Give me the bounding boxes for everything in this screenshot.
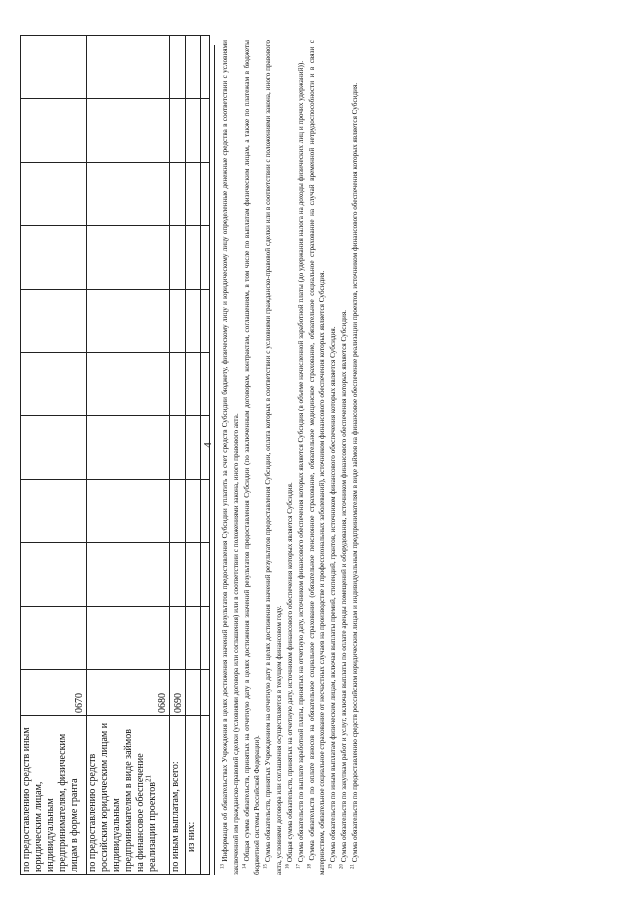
footnote-text: Сумма обязательств по закупкам работ и услуг, включая выплаты по оплате аренды помещений и оборудования, источником финансового обеспечения которых является Субсидия. xyxy=(340,310,348,863)
footnote-ref: 21 xyxy=(144,775,153,783)
table-cell xyxy=(21,606,87,669)
table-cell xyxy=(186,416,201,479)
table-cell xyxy=(169,416,185,479)
footnote-number: 19 xyxy=(328,864,334,869)
table-cell xyxy=(169,36,185,99)
table-cell xyxy=(186,606,201,669)
footnote xyxy=(285,40,296,875)
table-cell xyxy=(87,162,170,225)
table-cell xyxy=(87,479,170,542)
footnote xyxy=(307,40,328,875)
table-row xyxy=(186,36,201,875)
table-cell xyxy=(186,289,201,352)
table-cell xyxy=(201,479,210,542)
footnote-text: Сумма обязательств по выплате заработной платы, принятых на отчетную дату, источником финансового обеспечения которых является Субсидия (в объеме начисленной заработной платы (до удержания налога на доходы физических лиц и прочих удержаний)). xyxy=(296,60,305,863)
table-cell xyxy=(201,162,210,225)
table-cell xyxy=(21,99,87,162)
table-cell xyxy=(21,416,87,479)
table-cell xyxy=(169,99,185,162)
table-cell xyxy=(201,36,210,99)
table-cell xyxy=(87,289,170,352)
table-cell xyxy=(169,162,185,225)
table-cell xyxy=(169,543,185,606)
table-cell xyxy=(201,353,210,416)
footnote-number: 21 xyxy=(350,864,356,869)
table-cell xyxy=(186,479,201,542)
table-cell xyxy=(21,226,87,289)
table-cell xyxy=(21,289,87,352)
footnote xyxy=(220,40,241,875)
table-cell xyxy=(21,479,87,542)
table-cell xyxy=(87,36,170,99)
footnote xyxy=(296,40,307,875)
table-cell xyxy=(21,162,87,225)
footnote-number: 16 xyxy=(285,864,291,869)
report-table xyxy=(20,35,210,875)
table-cell xyxy=(186,162,201,225)
row-code: 0670 xyxy=(21,670,87,716)
table-cell xyxy=(87,353,170,416)
row-label: из них: xyxy=(186,716,201,875)
table-cell xyxy=(186,36,201,99)
table-cell xyxy=(169,226,185,289)
footnote-text: Сумма обязательств, принятых Учреждением на отчетную дату в целях достижения значений результатов предоставления Субсидии, оплата которых в соответствии с условиями гражданско-правовой сделки или в соответствии с положениями закона, иного правового акта, условиями договора или соглашения осуществляется в текущем финансовом году. xyxy=(264,40,283,875)
table-cell xyxy=(87,226,170,289)
footnote-number: 13 xyxy=(220,864,226,869)
row-code xyxy=(186,670,201,716)
row-code: 0690 xyxy=(169,670,185,716)
table-cell xyxy=(201,289,210,352)
table-cell xyxy=(169,606,185,669)
footnote-text: Сумма обязательств по оплате взносов на обязательное социальное страхование (обязательное пенсионное страхование, обязательное медицинское страхование, обязательное социальное страхование на случай временной нетрудоспособности и в связи с материнством, обязательное социальное страхование от несчастных случаев на производстве и профессиональных заболеваний), источником финансового обеспечения которых является Субсидия. xyxy=(307,40,326,875)
footnote-number: 20 xyxy=(339,864,345,869)
footnote-text: Общая сумма обязательств, принятых на отчетную дату, источником финансового обеспечения которых является Субсидия. xyxy=(285,482,294,863)
footnote-number: 14 xyxy=(242,864,248,869)
table-cell xyxy=(186,353,201,416)
footnotes xyxy=(220,40,361,875)
table-cell xyxy=(169,353,185,416)
footnote-text: Информация об обязательствах Учреждения в целях достижения значений результатов предоставления Субсидии уплатить за счет средств Субсидии бюджету, физическому лицу и юридическому лицу определенные денежные средства в соответствии с условиями заключенной им гражданско-правовой сделки (условиями договора или соглашения) или в соответствии с положениями закона, иного правового акта. xyxy=(221,40,240,875)
footnote xyxy=(242,40,263,875)
table-cell xyxy=(201,543,210,606)
table-cell xyxy=(21,543,87,606)
table-cell xyxy=(21,353,87,416)
rotated-page xyxy=(20,10,620,880)
table-cell xyxy=(186,226,201,289)
table-row xyxy=(87,36,170,875)
footnote-text: Сумма обязательств по предоставлению средств российским юридическим лицам и индивидуальным предпринимателям в виде займов на финансовое обеспечение реализации проектов, источником финансового обеспечения которых является Субсидия. xyxy=(351,82,359,863)
row-label: по предоставлению средств российским юридическим лицам и индивидуальным предпринимателям в виде займов на финансовое обеспечение реализации проектов$^{21}$ xyxy=(87,716,170,875)
footnote xyxy=(350,40,361,875)
table-cell xyxy=(201,716,210,875)
footnote-number: 15 xyxy=(263,864,269,869)
footnote-text: Общая сумма обязательств, принятых на отчетную дату в целях достижения значений результатов предоставления Субсидии (по заключенным договорам, контрактам, соглашениям, в том числе по выплатам физическим лицам, а также по платежам в бюджеты бюджетной системы Российской Федерации). xyxy=(242,40,261,875)
footnote-number: 18 xyxy=(307,864,313,869)
table-cell xyxy=(186,543,201,606)
footnote xyxy=(328,40,339,875)
footnote xyxy=(263,40,284,875)
table-cell xyxy=(87,99,170,162)
table-cell xyxy=(87,606,170,669)
footnote-divider xyxy=(214,45,215,875)
row-label: по предоставлению средств иным юридическим лицам, индивидуальным предпринимателям, физическим лицам в форме гранта xyxy=(21,716,87,875)
table-cell xyxy=(201,606,210,669)
table-cell xyxy=(169,289,185,352)
table-cell xyxy=(201,416,210,479)
table-row xyxy=(169,36,185,875)
page-number: 4 xyxy=(202,442,214,448)
row-label: по иным выплатам, всего: xyxy=(169,716,185,875)
table-cell xyxy=(87,416,170,479)
table-cell xyxy=(87,543,170,606)
table-cell xyxy=(201,226,210,289)
table-row xyxy=(21,36,87,875)
table-row xyxy=(201,36,210,875)
table-cell xyxy=(186,99,201,162)
table-cell xyxy=(21,36,87,99)
footnote-text: Сумма обязательств по иным выплатам физическим лицам, включая выплаты премий, стипендий, грантов, источником финансового обеспечения которых является Субсидия. xyxy=(329,326,337,863)
row-code: 0680 xyxy=(87,670,170,716)
footnote xyxy=(339,40,350,875)
table-cell xyxy=(201,99,210,162)
table-cell xyxy=(201,670,210,716)
table-cell xyxy=(169,479,185,542)
footnote-number: 17 xyxy=(296,864,302,869)
